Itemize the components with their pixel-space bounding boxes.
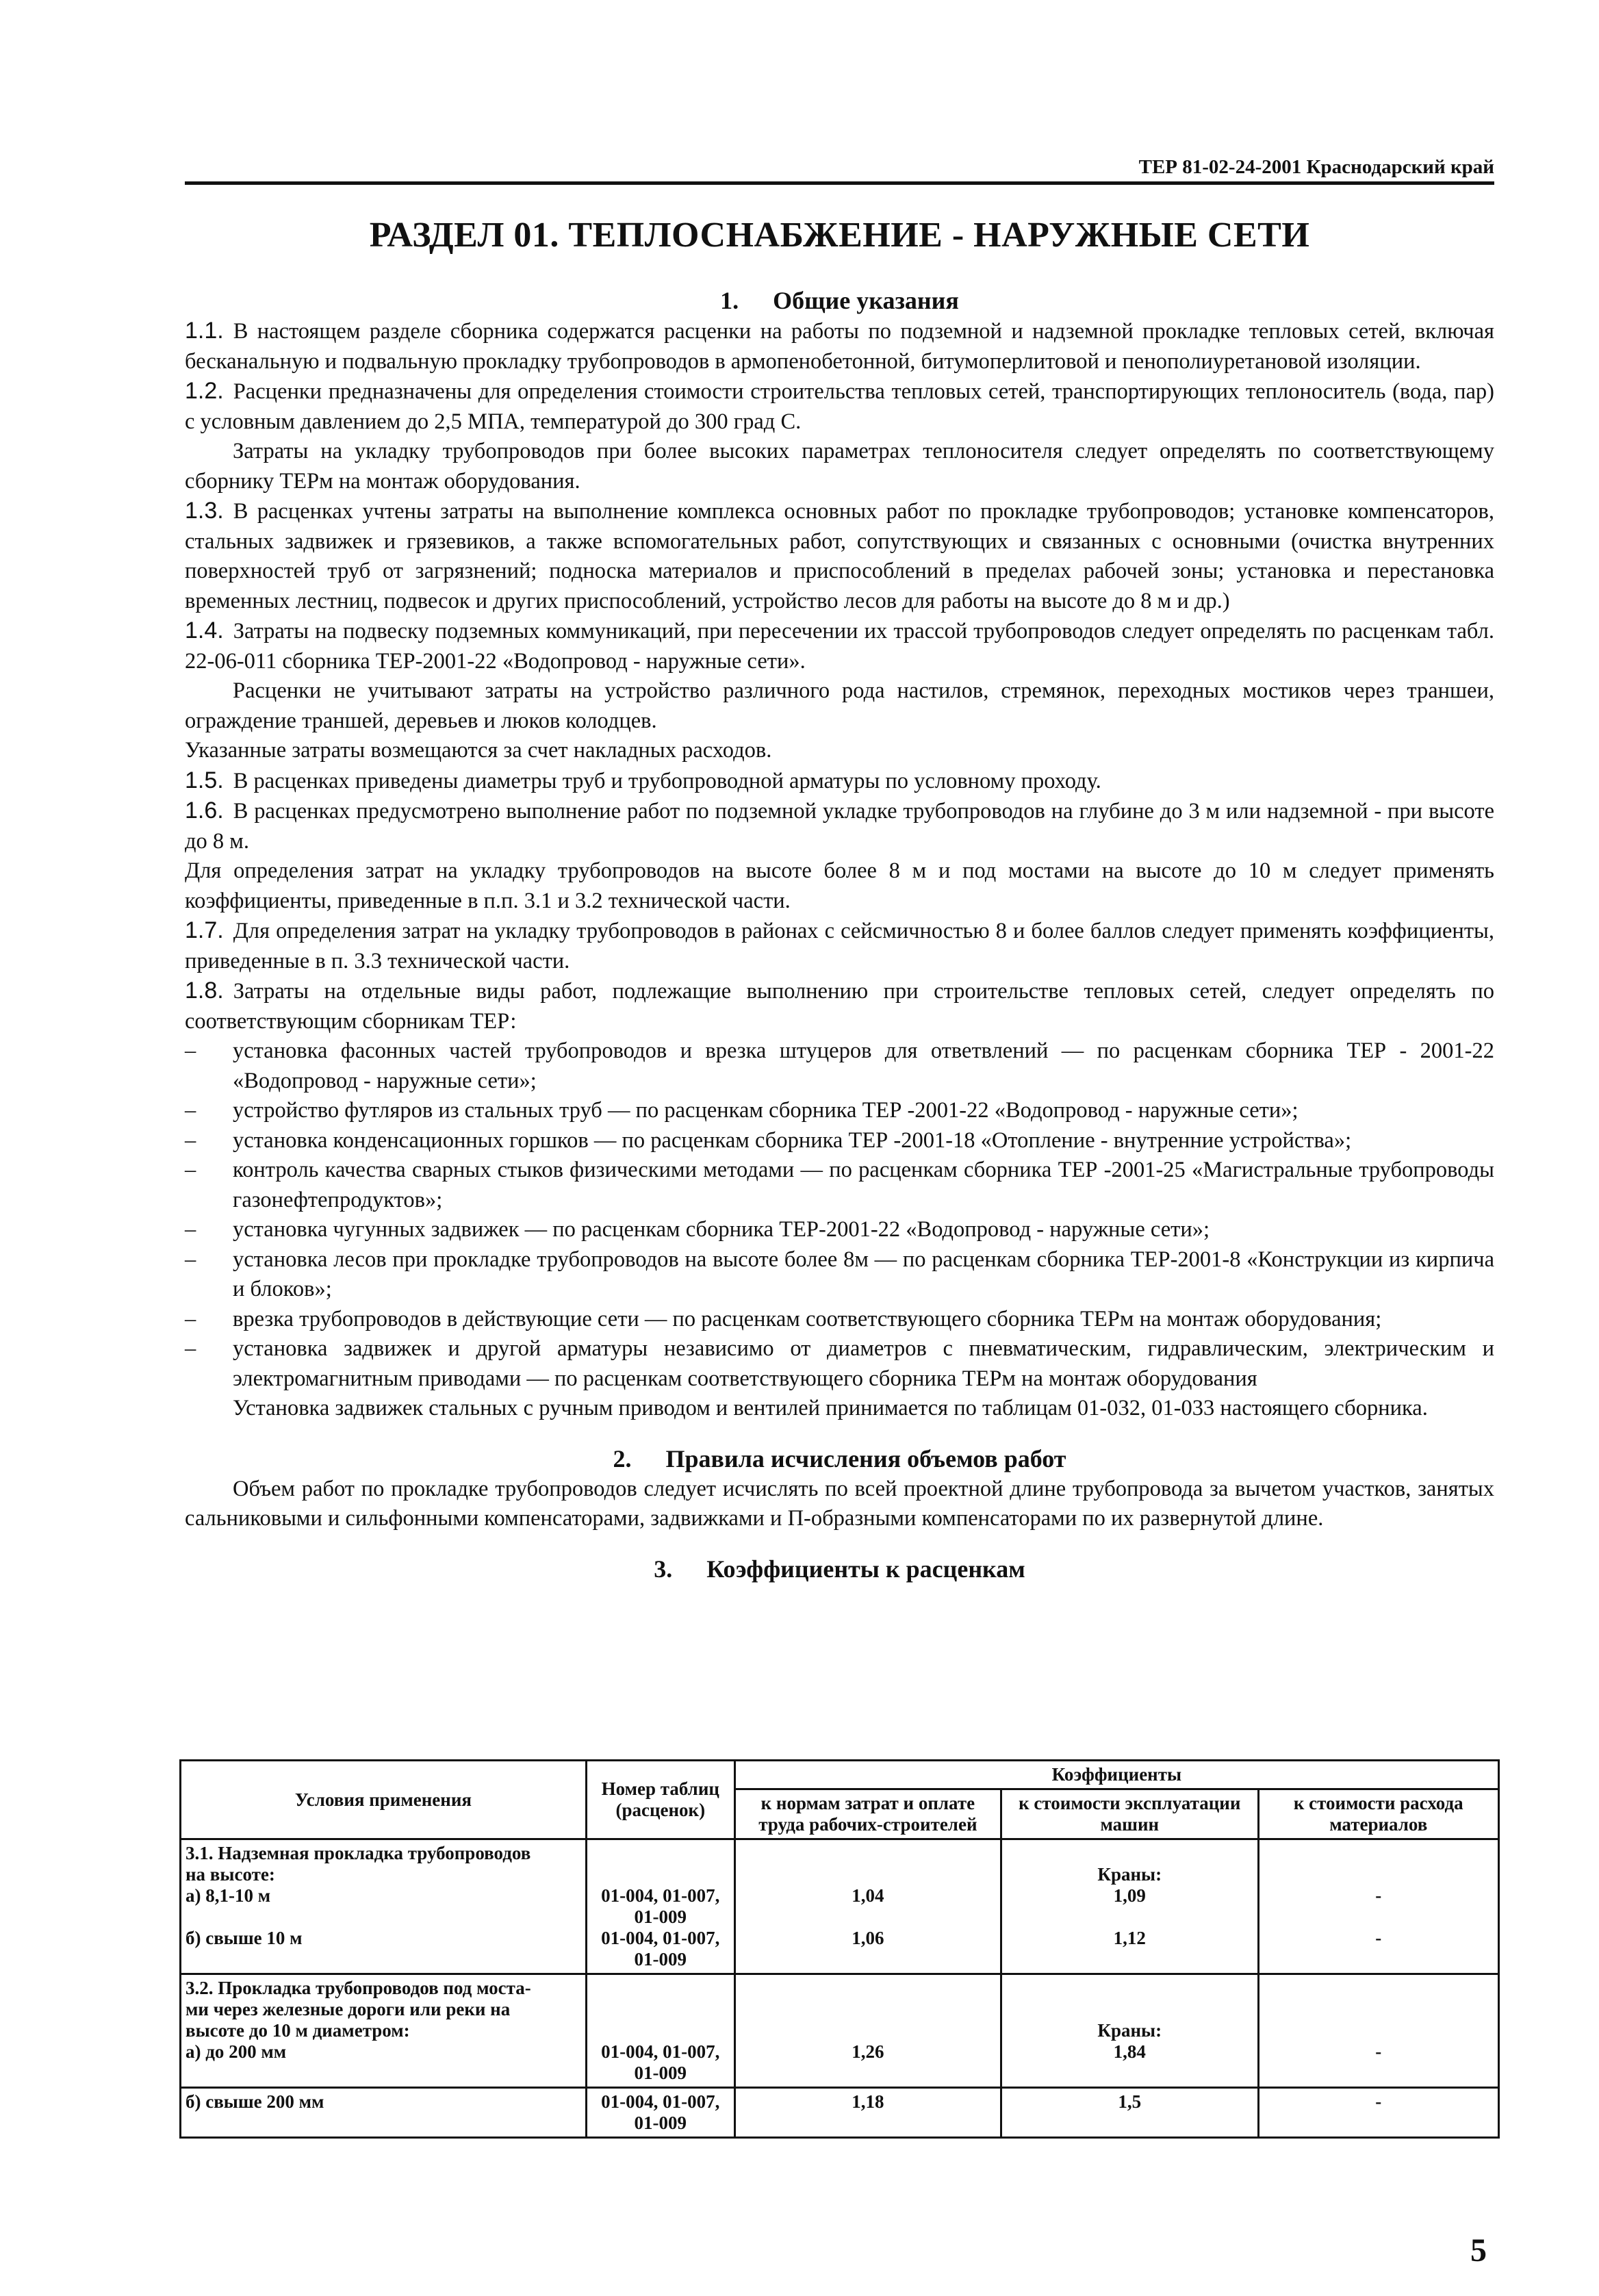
list-item-text: устройство футляров из стальных труб — по расценкам сборника ТЕР -2001-22 «Водопровод - наружные сети»; xyxy=(233,1098,1299,1123)
table-numbers-cell xyxy=(586,2088,734,2138)
spacer xyxy=(591,1843,730,1885)
table-number-line: 01-009 xyxy=(634,2113,687,2133)
dash-marker: – xyxy=(185,1247,196,1272)
paragraph-text: Затраты на подвеску подземных коммуникаций, при пересечении их трассой трубопроводов следует определять по расценкам табл. 22-06-011 сборника ТЕР-2001-22 «Водопровод - наружные сети». xyxy=(185,619,1494,674)
list-item-text: установка лесов при прокладке трубопроводов на высоте более 8м — по расценкам сборника ТЕР-2001-8 «Конструкции из кирпича и блоков»; xyxy=(233,1247,1494,1301)
spacer xyxy=(186,2113,581,2134)
group-heading-line: 3.1. Надземная прокладка трубопроводов xyxy=(186,1843,531,1863)
material-coef-cell xyxy=(1258,2088,1499,2138)
header-material-coef: к стоимости расхода материалов xyxy=(1258,1789,1499,1839)
list-item xyxy=(185,1305,1494,1335)
list-item-text: врезка трубопроводов в действующие сети — по расценкам соответствующего сборника ТЕРм на монтаж оборудования; xyxy=(233,1306,1382,1331)
document-body xyxy=(185,285,1494,1585)
list-item xyxy=(185,1334,1494,1394)
table-number-line: 01-004, 01-007, xyxy=(601,1928,720,1948)
paragraph-1-8 xyxy=(185,976,1494,1036)
dash-marker: – xyxy=(185,1336,196,1361)
coef-value: - xyxy=(1375,2091,1382,2112)
page-number: 5 xyxy=(1470,2232,1487,2269)
paragraph-1-4-note: Указанные затраты возмещаются за счет накладных расходов. xyxy=(185,738,772,763)
paragraph-number: 1.4. xyxy=(185,617,224,643)
section-2-number: 2. xyxy=(613,1444,632,1472)
dash-marker: – xyxy=(185,1127,196,1153)
table-row xyxy=(181,1839,1499,1974)
section-3-number: 3. xyxy=(654,1555,673,1583)
table-row xyxy=(181,1974,1499,2088)
spacer xyxy=(186,1906,581,1928)
paragraph-number: 1.1. xyxy=(185,318,224,344)
section-1-number: 1. xyxy=(720,287,739,314)
table-header-row xyxy=(181,1761,1499,1789)
spacer xyxy=(740,1843,996,1885)
list-item-text: установка конденсационных горшков — по расценкам сборника ТЕР -2001-18 «Отопление - внутренние устройства»; xyxy=(233,1127,1352,1153)
spacer xyxy=(1264,1843,1494,1885)
dash-marker: – xyxy=(185,1158,196,1182)
material-coef-cell xyxy=(1258,1839,1499,1974)
cranes-label: Краны: xyxy=(1097,1864,1162,1885)
list-item xyxy=(185,1096,1494,1126)
coef-value: 1,84 xyxy=(1113,2041,1146,2062)
material-coef-cell xyxy=(1258,1974,1499,2088)
paragraph-number: 1.2. xyxy=(185,378,224,404)
machine-coef-cell xyxy=(1001,1839,1258,1974)
list-item-text: контроль качества сварных стыков физическими методами — по расценкам сборника ТЕР -2001-25 «Магистральные трубопроводы газонефтепродуктов»; xyxy=(233,1158,1494,1212)
spacer xyxy=(186,1949,581,1970)
dash-marker: – xyxy=(185,1038,196,1063)
paragraph-1-4 xyxy=(185,616,1494,676)
spacer xyxy=(185,1534,1494,1553)
spacer xyxy=(1264,2063,1494,2084)
spacer xyxy=(1006,1978,1253,2020)
table-number-line: 01-009 xyxy=(634,1949,687,1969)
paragraph-text: В расценках предусмотрено выполнение работ по подземной укладке трубопроводов на глубине до 3 м или надземной - при высоте до 8 м. xyxy=(185,799,1494,854)
header-coefficients: Коэффициенты xyxy=(734,1761,1498,1789)
coef-value: - xyxy=(1375,2041,1382,2062)
section-2-title: Правила исчисления объемов работ xyxy=(665,1444,1066,1472)
paragraph-text: В настоящем разделе сборника содержатся расценки на работы по подземной и надземной прокладке тепловых сетей, включая бесканальную и подвальную прокладку трубопроводов в армопенобетонной, битумоперлитовой и пенополиуретановой изоляции. xyxy=(185,319,1494,374)
paragraph-1-4-cont: Расценки не учитывают затраты на устройство различного рода настилов, стремянок, переходных мостиков через траншеи, ограждение траншей, деревьев и люков колодцев. xyxy=(185,678,1494,733)
list-item-text: установка чугунных задвижек — по расценкам сборника ТЕР-2001-22 «Водопровод - наружные сети»; xyxy=(233,1217,1210,1242)
table-numbers-cell xyxy=(586,1974,734,2088)
spacer xyxy=(1006,2063,1253,2084)
table-number-line: 01-004, 01-007, xyxy=(601,2041,720,2062)
table-number-line: 01-009 xyxy=(634,2063,687,2083)
paragraph-number: 1.8. xyxy=(185,978,224,1004)
spacer xyxy=(1006,1906,1253,1928)
header-rule xyxy=(185,181,1494,185)
group-heading-line: высоте до 10 м диаметром: xyxy=(186,2020,410,2041)
row-condition: б) свыше 10 м xyxy=(186,1928,303,1948)
spacer xyxy=(186,2063,581,2084)
paragraph-text: Затраты на отдельные виды работ, подлежащие выполнению при строительстве тепловых сетей, следует определять по соответствующим сборникам ТЕР: xyxy=(185,979,1494,1034)
cranes-label: Краны: xyxy=(1097,2020,1162,2041)
list-item-text: установка задвижек и другой арматуры независимо от диаметров с пневматическим, гидравлическим, электрическим и электромагнитным приводами — по расценкам соответствующего сборника ТЕРм на монтаж оборудования xyxy=(233,1336,1494,1391)
paragraph-number: 1.5. xyxy=(185,767,224,793)
paragraph-number: 1.7. xyxy=(185,917,224,943)
condition-cell xyxy=(181,1974,587,2088)
coef-value: 1,06 xyxy=(852,1928,884,1948)
machine-coef-cell xyxy=(1001,2088,1258,2138)
machine-coef-cell xyxy=(1001,1974,1258,2088)
paragraph-1-7 xyxy=(185,916,1494,976)
spacer xyxy=(1264,1906,1494,1928)
spacer xyxy=(1264,1978,1494,2041)
spacer xyxy=(1006,1843,1253,1864)
section-3-title: Коэффициенты к расценкам xyxy=(706,1555,1025,1583)
coef-value: 1,5 xyxy=(1118,2091,1142,2112)
paragraph-text: Для определения затрат на укладку трубопроводов в районах с сейсмичностью 8 и более баллов следует применять коэффициенты, приведенные в п. 3.3 технической части. xyxy=(185,919,1494,973)
row-condition: б) свыше 200 мм xyxy=(186,2091,324,2112)
paragraph-1-1 xyxy=(185,316,1494,377)
list-item xyxy=(185,1156,1494,1215)
labor-coef-cell xyxy=(734,1839,1001,1974)
table-number-line: 01-004, 01-007, xyxy=(601,1885,720,1906)
paragraph-text: В расценках учтены затраты на выполнение комплекса основных работ по прокладке трубопроводов; установке компенсаторов, стальных задвижек и грязевиков, а также вспомогательных работ, сопутствующих и связанных с основными (очистка внутренних поверхностей труб от загрязнений; подноска материалов и приспособлений в пределах рабочей зоны; установка и перестановка временных лестниц, подвесок и других приспособлений, устройство лесов для работы на высоте до 8 м и др.) xyxy=(185,499,1494,613)
list-item xyxy=(185,1126,1494,1156)
section-1-title: Общие указания xyxy=(773,287,959,314)
header-table-numbers: Номер таблиц (расценок) xyxy=(586,1761,734,1839)
section-3-heading xyxy=(185,1553,1494,1585)
condition-cell xyxy=(181,1839,587,1974)
spacer xyxy=(1006,1949,1253,1970)
coef-value: 1,18 xyxy=(852,2091,884,2112)
paragraph-1-3 xyxy=(185,496,1494,616)
group-heading-line: ми через железные дороги или реки на xyxy=(186,1999,511,2019)
dash-marker: – xyxy=(185,1098,196,1123)
coef-value: 1,12 xyxy=(1113,1928,1146,1948)
spacer xyxy=(740,1906,996,1928)
section-2-heading xyxy=(185,1443,1494,1475)
paragraph-1-2-cont: Затраты на укладку трубопроводов при более высоких параметрах теплоносителя следует определять по соответствующему сборнику ТЕРм на монтаж оборудования. xyxy=(185,439,1494,494)
paragraph-1-5 xyxy=(185,766,1494,797)
header-labor-coef: к нормам затрат и оплате труда рабочих-строителей xyxy=(734,1789,1001,1839)
coef-value: - xyxy=(1375,1928,1382,1948)
coefficients-table xyxy=(179,1759,1500,2139)
spacer xyxy=(740,1978,996,2041)
header-machine-coef: к стоимости эксплуатации машин xyxy=(1001,1789,1258,1839)
spacer xyxy=(591,1978,730,2041)
paragraph-number: 1.3. xyxy=(185,498,224,524)
row-condition: а) до 200 мм xyxy=(186,2041,287,2062)
header-conditions: Условия применения xyxy=(181,1761,587,1839)
dash-marker: – xyxy=(185,1217,196,1242)
table-numbers-cell xyxy=(586,1839,734,1974)
labor-coef-cell xyxy=(734,2088,1001,2138)
dash-marker: – xyxy=(185,1306,196,1331)
coef-value: - xyxy=(1375,1885,1382,1906)
list-item xyxy=(185,1245,1494,1305)
spacer xyxy=(740,2063,996,2084)
paragraph-text: В расценках приведены диаметры труб и трубопроводной арматуры по условному проходу. xyxy=(233,768,1101,793)
section-1-heading xyxy=(185,285,1494,316)
coef-value: 1,26 xyxy=(852,2041,884,2062)
condition-cell xyxy=(181,2088,587,2138)
paragraph-1-6 xyxy=(185,796,1494,856)
paragraph-text: Расценки предназначены для определения стоимости строительства тепловых сетей, транспортирующих теплоноситель (вода, пар) с условным давлением до 2,5 МПА, температурой до 300 град С. xyxy=(185,379,1494,434)
list-item-text: установка фасонных частей трубопроводов и врезка штуцеров для ответвлений — по расценкам сборника ТЕР - 2001-22 «Водопровод - наружные сети»; xyxy=(233,1038,1494,1093)
table-number-line: 01-009 xyxy=(634,1906,687,1927)
document-id-header: ТЕР 81-02-24-2001 Краснодарский край xyxy=(1138,156,1494,178)
coef-value: 1,09 xyxy=(1113,1885,1146,1906)
spacer xyxy=(185,1424,1494,1443)
table-number-line: 01-004, 01-007, xyxy=(601,2091,720,2112)
list-item xyxy=(185,1215,1494,1245)
list-item xyxy=(185,1036,1494,1096)
row-condition: а) 8,1-10 м xyxy=(186,1885,271,1906)
spacer xyxy=(740,1949,996,1970)
paragraph-1-2 xyxy=(185,377,1494,437)
paragraph-1-8-note: Установка задвижек стальных с ручным приводом и вентилей принимается по таблицам 01-032, 01-033 настоящего сборника. xyxy=(233,1396,1428,1420)
group-heading-line: 3.2. Прокладка трубопроводов под моста- xyxy=(186,1978,531,1998)
spacer xyxy=(1264,1949,1494,1970)
group-heading-line: на высоте: xyxy=(186,1864,275,1885)
paragraph-number: 1.6. xyxy=(185,798,224,824)
paragraph-1-6-cont: Для определения затрат на укладку трубопроводов на высоте более 8 м и под мостами на высоте до 10 м следует применять коэффициенты, приведенные в п.п. 3.1 и 3.2 технической части. xyxy=(185,858,1494,913)
section-title: РАЗДЕЛ 01. ТЕПЛОСНАБЖЕНИЕ - НАРУЖНЫЕ СЕТИ xyxy=(369,216,1310,255)
table-row xyxy=(181,2088,1499,2138)
section-2-text: Объем работ по прокладке трубопроводов следует исчислять по всей проектной длине трубопровода за вычетом участков, занятых сальниковыми и сильфонными компенсаторами, задвижками и П-образными компенсаторами по их развернутой длине. xyxy=(185,1476,1494,1531)
coef-value: 1,04 xyxy=(852,1885,884,1906)
labor-coef-cell xyxy=(734,1974,1001,2088)
